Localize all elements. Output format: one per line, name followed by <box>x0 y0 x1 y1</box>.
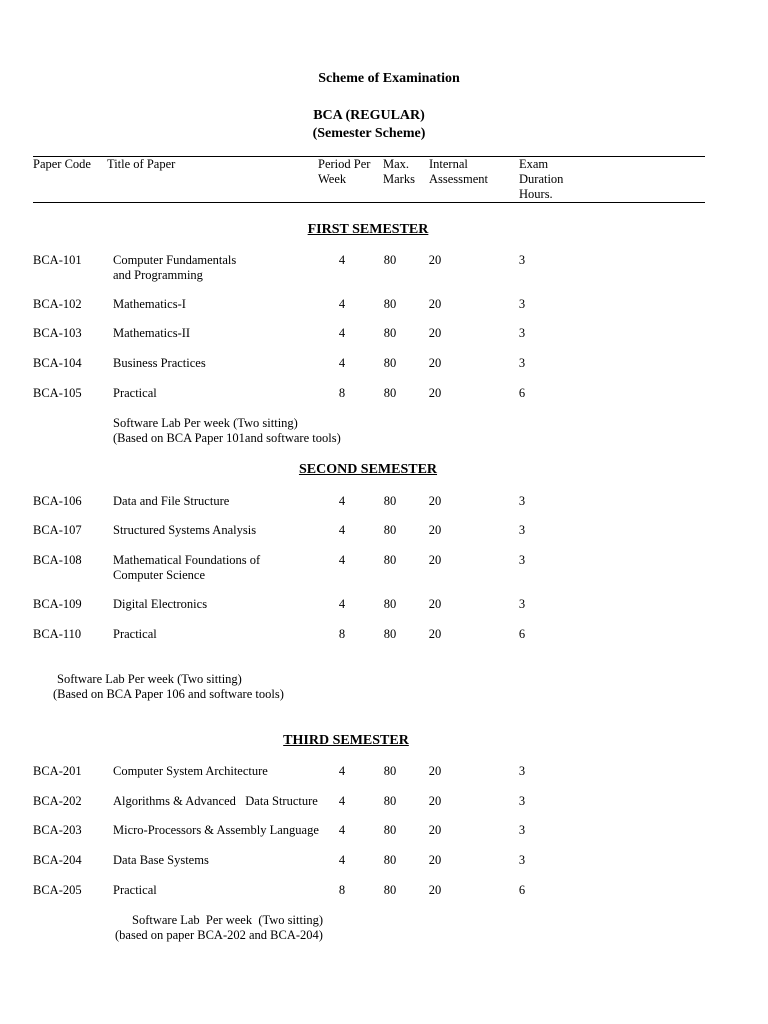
exam-hours: 3 <box>518 553 526 567</box>
exam-hours: 3 <box>518 494 526 508</box>
header-exam-3: Hours. <box>519 187 553 201</box>
paper-title: Practical <box>113 883 157 897</box>
semester-heading: SECOND SEMESTER <box>298 462 438 477</box>
scheme-subtitle: (Semester Scheme) <box>312 126 426 141</box>
header-period-1: Period Per <box>318 157 371 171</box>
exam-hours: 3 <box>518 297 526 311</box>
internal-assessment: 20 <box>428 253 442 267</box>
paper-code: BCA-102 <box>33 297 82 311</box>
paper-title: Algorithms & Advanced Data Structure <box>113 794 318 808</box>
lab-note-detail: (Based on BCA Paper 101and software tools) <box>113 431 341 445</box>
max-marks: 80 <box>383 297 397 311</box>
exam-hours: 3 <box>518 326 526 340</box>
period-per-week: 4 <box>338 356 346 370</box>
max-marks: 80 <box>383 494 397 508</box>
exam-hours: 3 <box>518 794 526 808</box>
exam-hours: 3 <box>518 853 526 867</box>
period-per-week: 4 <box>338 794 346 808</box>
lab-note: Software Lab Per week (Two sitting) <box>132 913 324 927</box>
max-marks: 80 <box>383 356 397 370</box>
lab-note-detail: (based on paper BCA-202 and BCA-204) <box>115 928 323 942</box>
max-marks: 80 <box>383 627 397 641</box>
paper-code: BCA-104 <box>33 356 82 370</box>
paper-code: BCA-105 <box>33 386 82 400</box>
paper-title: Micro-Processors & Assembly Language <box>113 823 319 837</box>
internal-assessment: 20 <box>428 794 442 808</box>
max-marks: 80 <box>383 326 397 340</box>
paper-code: BCA-106 <box>33 494 82 508</box>
paper-code: BCA-103 <box>33 326 82 340</box>
internal-assessment: 20 <box>428 883 442 897</box>
paper-title: Computer System Architecture <box>113 764 268 778</box>
paper-code: BCA-107 <box>33 523 82 537</box>
period-per-week: 4 <box>338 326 346 340</box>
paper-title: Data Base Systems <box>113 853 209 867</box>
period-per-week: 8 <box>338 883 346 897</box>
internal-assessment: 20 <box>428 764 442 778</box>
internal-assessment: 20 <box>428 823 442 837</box>
internal-assessment: 20 <box>428 853 442 867</box>
header-bottom-rule <box>33 202 705 203</box>
internal-assessment: 20 <box>428 326 442 340</box>
period-per-week: 4 <box>338 523 346 537</box>
paper-title: Business Practices <box>113 356 206 370</box>
period-per-week: 4 <box>338 553 346 567</box>
paper-title: Practical <box>113 627 157 641</box>
internal-assessment: 20 <box>428 523 442 537</box>
paper-code: BCA-204 <box>33 853 82 867</box>
lab-note: Software Lab Per week (Two sitting) <box>57 672 242 686</box>
paper-title: Mathematical Foundations of <box>113 553 261 567</box>
course-name: BCA (REGULAR) <box>313 108 425 123</box>
paper-title: Structured Systems Analysis <box>113 523 257 537</box>
max-marks: 80 <box>383 597 397 611</box>
exam-hours: 6 <box>518 627 526 641</box>
header-period-2: Week <box>318 172 347 186</box>
document-title: Scheme of Examination <box>318 71 460 86</box>
exam-hours: 3 <box>518 597 526 611</box>
max-marks: 80 <box>383 523 397 537</box>
exam-hours: 3 <box>518 523 526 537</box>
paper-title: Digital Electronics <box>113 597 208 611</box>
internal-assessment: 20 <box>428 494 442 508</box>
header-exam-2: Duration <box>519 172 564 186</box>
paper-title-line2: Computer Science <box>113 568 205 582</box>
semester-heading: FIRST SEMESTER <box>307 222 429 237</box>
paper-code: BCA-205 <box>33 883 82 897</box>
header-max-2: Marks <box>383 172 415 186</box>
exam-hours: 3 <box>518 823 526 837</box>
lab-note-detail: (Based on BCA Paper 106 and software tools) <box>53 687 284 701</box>
exam-hours: 6 <box>518 386 526 400</box>
period-per-week: 4 <box>338 494 346 508</box>
paper-code: BCA-109 <box>33 597 82 611</box>
paper-title: Practical <box>113 386 157 400</box>
max-marks: 80 <box>383 253 397 267</box>
max-marks: 80 <box>383 794 397 808</box>
header-exam-1: Exam <box>519 157 549 171</box>
period-per-week: 4 <box>338 597 346 611</box>
max-marks: 80 <box>383 823 397 837</box>
period-per-week: 4 <box>338 297 346 311</box>
max-marks: 80 <box>383 553 397 567</box>
paper-code: BCA-201 <box>33 764 82 778</box>
max-marks: 80 <box>383 883 397 897</box>
exam-hours: 3 <box>518 764 526 778</box>
internal-assessment: 20 <box>428 627 442 641</box>
period-per-week: 8 <box>338 627 346 641</box>
paper-title: Mathematics-II <box>113 326 191 340</box>
paper-title: Data and File Structure <box>113 494 230 508</box>
header-internal-1: Internal <box>429 157 468 171</box>
header-internal-2: Assessment <box>429 172 489 186</box>
paper-title: Computer Fundamentals <box>113 253 237 267</box>
max-marks: 80 <box>383 764 397 778</box>
header-title: Title of Paper <box>107 157 176 171</box>
lab-note: Software Lab Per week (Two sitting) <box>113 416 298 430</box>
semester-heading: THIRD SEMESTER <box>283 733 409 748</box>
paper-title: Mathematics-I <box>113 297 186 311</box>
max-marks: 80 <box>383 386 397 400</box>
paper-code: BCA-203 <box>33 823 82 837</box>
period-per-week: 4 <box>338 253 346 267</box>
exam-hours: 3 <box>518 253 526 267</box>
internal-assessment: 20 <box>428 356 442 370</box>
paper-code: BCA-202 <box>33 794 82 808</box>
header-paper-code: Paper Code <box>33 157 91 171</box>
period-per-week: 4 <box>338 764 346 778</box>
max-marks: 80 <box>383 853 397 867</box>
paper-title-line2: and Programming <box>113 268 203 282</box>
internal-assessment: 20 <box>428 386 442 400</box>
internal-assessment: 20 <box>428 297 442 311</box>
exam-hours: 6 <box>518 883 526 897</box>
paper-code: BCA-110 <box>33 627 82 641</box>
internal-assessment: 20 <box>428 553 442 567</box>
exam-hours: 3 <box>518 356 526 370</box>
period-per-week: 8 <box>338 386 346 400</box>
internal-assessment: 20 <box>428 597 442 611</box>
period-per-week: 4 <box>338 853 346 867</box>
period-per-week: 4 <box>338 823 346 837</box>
header-max-1: Max. <box>383 157 410 171</box>
paper-code: BCA-101 <box>33 253 82 267</box>
paper-code: BCA-108 <box>33 553 82 567</box>
